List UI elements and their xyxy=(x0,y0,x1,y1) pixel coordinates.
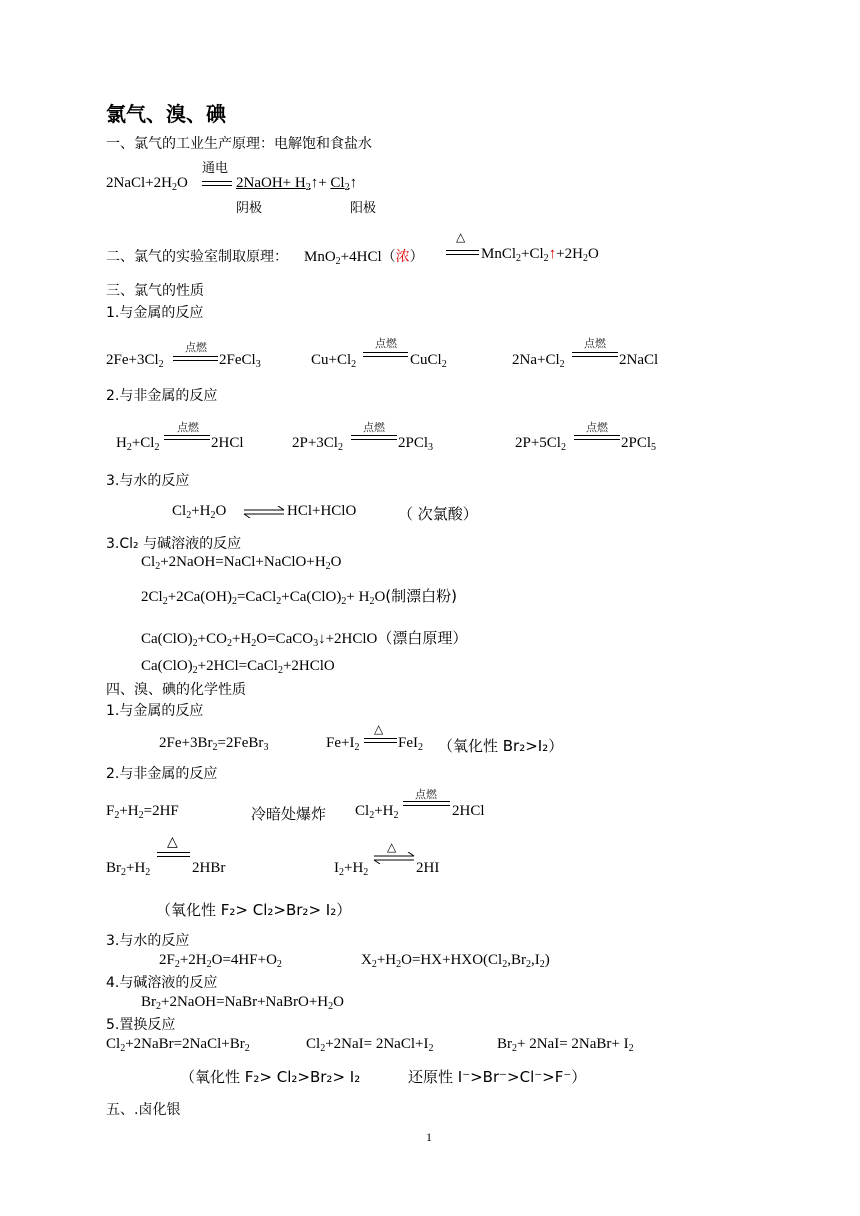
ignite-label: 点燃 xyxy=(584,337,606,350)
equation-cl2-nai: $Cl_2+2NaI=$ $2NaCl+I_2$ xyxy=(306,1036,434,1054)
ignite-label: 点燃 xyxy=(415,788,437,801)
equation-electrolysis: $2NaCl+2H_2O$ xyxy=(106,175,188,193)
equation-p-cl2-3: $2P+3Cl_2$ xyxy=(292,435,343,453)
equation-cl2-caoh2: $2Cl_2+2Ca(OH)_2=CaCl_2+Ca(ClO)_2+ H_2O$(制漂白粉) xyxy=(141,587,457,607)
sub-heading-alkali: 3.Cl₂ 与碱溶液的反应 xyxy=(106,536,242,552)
dark-explosion-note: 冷暗处爆炸 xyxy=(251,805,327,823)
equation-p-cl2-5: $2P+5Cl_2$ xyxy=(515,435,566,453)
equation-lab-products: $MnCl_2+Cl_2↑+2H_2O$ xyxy=(481,246,599,264)
principle-note: （漂白原理） xyxy=(377,629,468,647)
page-number: 1 xyxy=(426,1130,432,1144)
conc-label: 浓 xyxy=(395,249,410,265)
ignite-label: 点燃 xyxy=(363,421,385,434)
equation-fe-cl2-product: 2FeCl$_3$ xyxy=(219,352,261,370)
oxidizing-note-3: （氧化性 F₂> Cl₂>Br₂> I₂ xyxy=(180,1068,361,1086)
equation-cl2-nabr: $Cl_2+2NaBr=2NaCl+Br_2$ xyxy=(106,1036,250,1054)
sub-heading-displacement: 5.置换反应 xyxy=(106,1017,176,1033)
heat-symbol: △ xyxy=(374,722,384,736)
ignite-label: 点燃 xyxy=(375,337,397,350)
equation-h2-cl2: $H_2+Cl_2$ xyxy=(116,435,160,453)
equation-i2-h2-product: 2HI xyxy=(416,860,440,876)
equation-x2-water: $X_2+H_2O=HX+HXO(Cl_2,Br_2,I_2)$ xyxy=(361,952,550,970)
equation-cu-cl2: $Cu+Cl_2$ xyxy=(311,352,357,370)
double-line xyxy=(403,801,450,806)
double-line xyxy=(364,738,397,743)
ignite-label: 点燃 xyxy=(586,421,608,434)
section-2-heading: 二、氯气的实验室制取原理： xyxy=(106,249,288,265)
label-cathode: 阴极 xyxy=(236,201,263,216)
equation-f2-h2: $F_2+H_2=2HF$ xyxy=(106,803,179,821)
equation-na-cl2-product: 2NaCl xyxy=(619,352,659,368)
equation-i2-h2: $I_2+H_2$ xyxy=(334,860,369,878)
equation-br2-h2: $Br_2+H_2$ xyxy=(106,860,151,878)
ignite-label: 点燃 xyxy=(177,421,199,434)
reversible-arrow xyxy=(242,506,286,518)
equation-p-cl2-5-product: 2PCl$_5$ xyxy=(621,435,657,453)
label-anode: 阳极 xyxy=(350,201,377,216)
double-line xyxy=(173,356,218,361)
sub-heading-nonmetal: 2.与非金属的反应 xyxy=(106,388,218,404)
oxidizing-note-1: （氧化性 Br₂>I₂） xyxy=(438,737,564,755)
hclo-note: （ 次氯酸） xyxy=(398,505,478,523)
sub-heading-metal-2: 1.与金属的反应 xyxy=(106,703,204,719)
equation-br2-nai: $Br_2+ 2NaI=$ 2NaBr+ $I_2$ xyxy=(497,1036,634,1054)
equation-na-cl2: $2Na+Cl_2$ xyxy=(512,352,565,370)
oxidizing-note-2: （氧化性 F₂> Cl₂>Br₂> I₂） xyxy=(156,901,352,919)
equation-fe-br2: $2Fe+3Br_2=2FeBr_3$ xyxy=(159,735,269,753)
reversible-arrow xyxy=(372,852,416,864)
sub-heading-water: 3.与水的反应 xyxy=(106,473,190,489)
equation-h2-cl2-product: 2HCl xyxy=(211,435,244,451)
equation-p-cl2-3-product: 2PCl$_3$ xyxy=(398,435,434,453)
equation-cl2-h2: $Cl_2+H_2$ xyxy=(355,803,399,821)
sub-heading-alkali-2: 4.与碱溶液的反应 xyxy=(106,975,218,991)
equation-cl2-naoh: $Cl_2+2NaOH=NaCl+NaClO+H_2O$ xyxy=(141,554,342,572)
double-line xyxy=(164,435,210,440)
bleach-note: (制漂白粉) xyxy=(385,587,457,605)
sub-heading-water-2: 3.与水的反应 xyxy=(106,933,190,949)
section-5-heading: 五、.卤化银 xyxy=(106,1102,181,1118)
double-line xyxy=(202,181,232,186)
equation-br2-h2-product: 2HBr xyxy=(192,860,226,876)
equation-lab-reactants: MnO$_2$+4HCl（浓） xyxy=(304,249,424,267)
equation-cl2-water-product: HCl+HClO xyxy=(287,503,357,519)
equation-br2-naoh: $Br_2+2NaOH=NaBr+NaBrO+H_2O$ xyxy=(141,994,344,1012)
equation-cl2-h2-product: 2HCl xyxy=(452,803,485,819)
sub-heading-nonmetal-2: 2.与非金属的反应 xyxy=(106,766,218,782)
double-line xyxy=(572,352,618,357)
equation-caclo2-hcl: $Ca(ClO)_2+2HCl=CaCl_2+2HClO$ xyxy=(141,658,335,676)
section-4-heading: 四、溴、碘的化学性质 xyxy=(106,682,246,698)
heat-symbol: △ xyxy=(456,230,466,244)
equation-fe-cl2: $2Fe+3Cl_2$ xyxy=(106,352,164,370)
equation-cu-cl2-product: CuCl$_2$ xyxy=(410,352,447,370)
equation-f2-water: $2F_2+2H_2O=4HF+O_2$ xyxy=(159,952,282,970)
double-line xyxy=(574,435,620,440)
equation-caclo2-co2: $Ca(ClO)_2+CO_2+H_2O=CaCO_3↓+2HClO$（漂白原理） xyxy=(141,629,468,649)
page-title: 氯气、溴、碘 xyxy=(106,102,226,126)
double-line xyxy=(351,435,397,440)
equation-fe-i2-product: FeI$_2$ xyxy=(398,735,423,753)
equation-fe-i2: $Fe+I_2$ xyxy=(326,735,360,753)
sub-heading-metal: 1.与金属的反应 xyxy=(106,305,204,321)
heat-symbol: △ xyxy=(387,840,397,854)
double-line xyxy=(446,250,479,255)
section-1-heading: 一、氯气的工业生产原理：电解饱和食盐水 xyxy=(106,136,372,152)
reducing-note: 还原性 I⁻>Br⁻>Cl⁻>F⁻） xyxy=(408,1068,587,1086)
ignite-label: 点燃 xyxy=(185,341,207,354)
equation-cl2-water: $Cl_2+H_2O$ xyxy=(172,503,227,521)
double-line xyxy=(363,352,408,357)
heat-symbol: △ xyxy=(167,834,178,850)
condition-electrolysis: 通电 xyxy=(202,161,229,176)
section-3-heading: 三、氯气的性质 xyxy=(106,283,204,299)
double-line xyxy=(157,852,190,857)
equation-electrolysis-products: 2NaOH+ $H_2↑+$ $Cl_2↑$ xyxy=(236,175,358,193)
